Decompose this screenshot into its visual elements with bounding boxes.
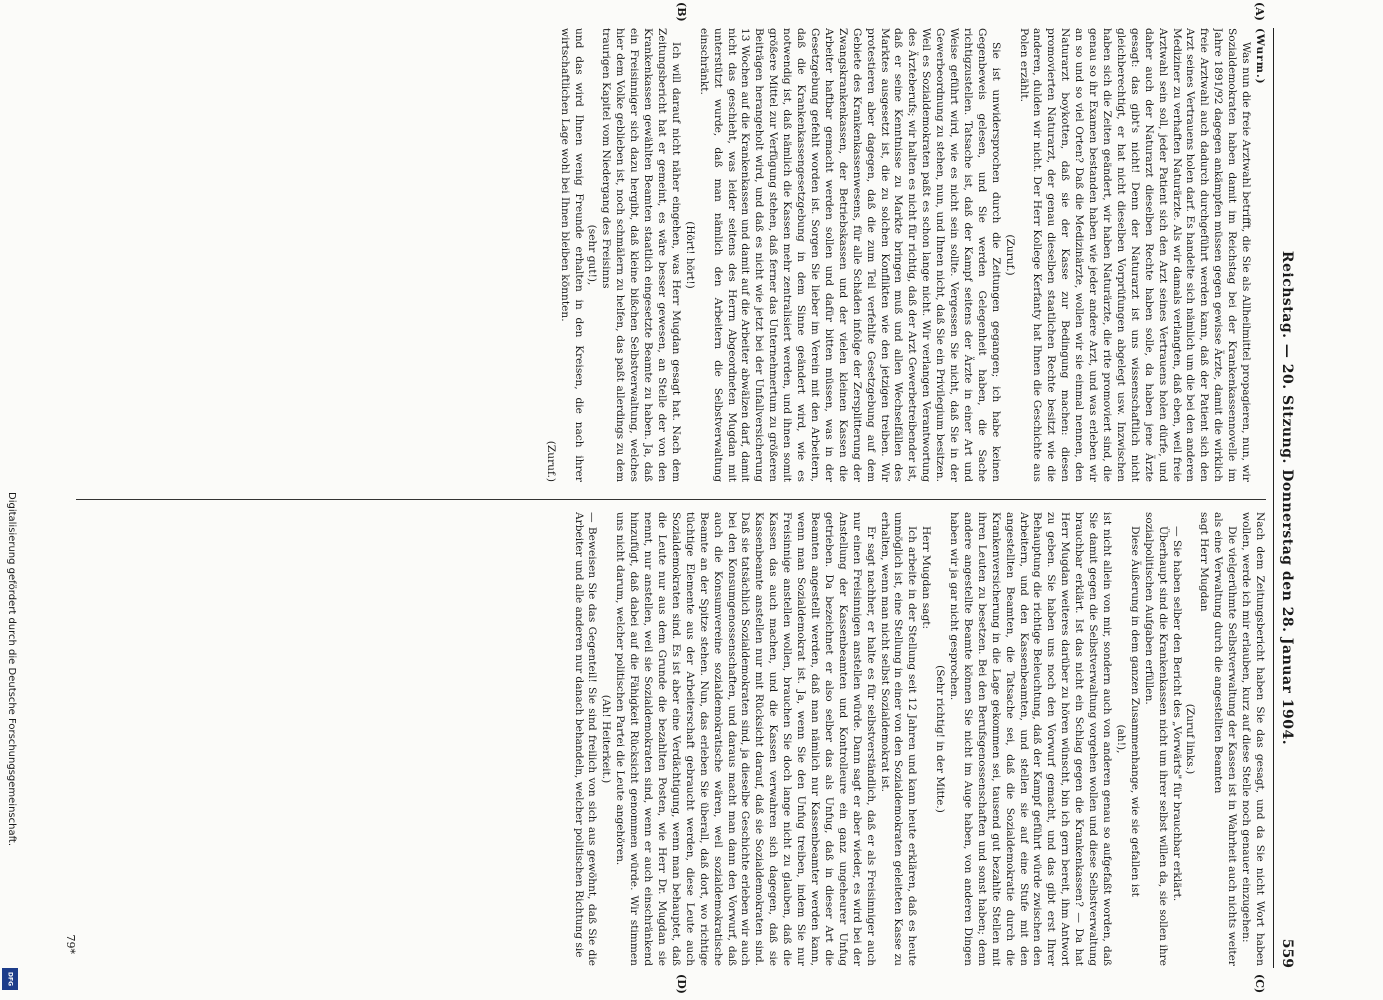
margin-marker-d: (D) bbox=[675, 974, 688, 994]
paragraph: ist nicht allein von mir, sondern auch von anderen genau so aufgefaßt worden, daß Sie damit gegen die Selbstverwaltung vorgehen wollen und diese Selbstverwaltung brauchbar erklärt. Ist das nicht ein Schlag gegen die Krankenkassen? — Da hat Herr Mugdan weiteres darüber zu hören wünscht, bin ich gern bereit, ihm Antwort zu geben. Sie haben uns noch den Vorwurf gemacht, und das gibt erst Ihrer Behauptung die richtige Beleuchtung, daß der Kampf geführt würde zwischen den Arbeitern, und den Kassenbeamten, und stellen sie auf eine Stufe mit den angestellten Beamten, die Tatsache sei, daß die Sozialdemokratie durch die Krankenversicherung in die Lage gekommen sei, tausend gut bezahlte Stellen mit ihren Leuten zu besetzen. Bei den Berufsgenossenschaften und sonst haben; denn andere angestellte Beamte können Sie nicht im Auge haben, von anderen Dingen haben wir ja gar nicht gesprochen. bbox=[948, 512, 1114, 966]
page-header bbox=[1273, 28, 1300, 968]
interjection: (Ah! Heiterkeit.) bbox=[600, 694, 613, 784]
interjection: (Zuruf.) bbox=[544, 440, 557, 482]
paragraph: Ich will darauf nicht näher eingehen, was Herr Mugdan gesagt hat. Nach dem Zeitungsbericht hat er gemeint, es wäre besser gewesen, an Stelle der von den Krankenkassen gewählten Beamten staatlich eingesetzte Beamte zu haben. Ja, daß ein Freisinniger sich dazu hergibt, daß kleine bißchen Selbstverwaltung, welches hier dem Volke geblieben ist, noch schmälern zu helfen, das paßt allerdings zu dem traurigen Kapitel vom Niedergang des Freisinns bbox=[600, 28, 682, 482]
sheet-number: 79* bbox=[64, 934, 77, 954]
interjection: (sehr gut!), bbox=[586, 224, 599, 286]
quotation: Ich arbeite in der Stellung seit 12 Jahren und kann heute erklären, daß es heute unmöglich ist, eine Stellung in einer von den Sozialdemokraten geleiteten Kasse zu erhalten, wenn man nicht selbst Sozialdemokrat ist. bbox=[878, 512, 919, 966]
interjection: (Hört! hört!) bbox=[683, 221, 696, 289]
paragraph: und das wird Ihnen wenig Freunde erhalten in den Kreisen, die nach ihrer wirtschaftlichen Lage wohl bei Ihnen bleiben könnten. bbox=[558, 28, 585, 482]
left-column bbox=[60, 28, 1266, 482]
paragraph: Er sagt nachher, er halte es für selbstverständlich, daß er als Freisinniger auch nur einen Freisinnigen anstellen würde. Dann sagt er aber wieder, es wird bei der Anstellung der Kassenbeamten und Kontrolleure ein ganz ungeheurer Unfug getrieben. Da bezeichnet er also selber das als Unfug, daß in dieser Art die Beamten angestellt werden, daß man nämlich nur Kassenbeamter werden kann, wenn man Sozialdemokrat ist. Ja, wenn Sie den Unfug treiben, indem Sie nur Freisinnige anstellen wollen, brauchen Sie doch lange nicht zu glauben, daß die Kassen das auch machen, und die Kassen verwahren sich dagegen, daß sie Kassenbeamte anstellen nur mit Rücksicht darauf, daß sie Sozialdemokraten sind. Daß sie tatsächlich Sozialdemokraten sind, ja dieselbe Geschichte erleben wir auch bei den Konsumgenossenschaften, und daraus macht man dann den Vorwurf, daß auch die Konsumvereine sozialdemokratische wären, weil sozialdemokratische Beamte an der Spitze stehen. Nun, das erleben Sie überall, daß dort, wo richtige tüchtige Elemente aus der Arbeiterschaft gebraucht werden, diese Leute auch Sozialdemokraten sind. Es ist aber eine Verdächtigung, wenn man behauptet, daß die Leute nur aus dem Grunde die bezahlten Posten, wie Herr Dr. Mugdan sie nennt, nur anstellen, weil sie Sozialdemokraten sind, wenn er auch einschränkend hinzufügt, daß dabei auf die Fähigkeit Rücksicht genommen würde. Wir stimmen uns nicht darum, welcher politischen Partei die Leute angehören. bbox=[614, 512, 877, 966]
quotation: Die vielgerühmte Selbstverwaltung der Kassen ist in Wahrheit auch nichts weiter als eine Verwaltung durch die angestellten Beamten bbox=[1212, 512, 1239, 966]
column-divider bbox=[76, 499, 1266, 500]
page-number: 559 bbox=[1279, 938, 1295, 968]
quotation-attribution: sagt Herr Mugdan bbox=[1198, 512, 1211, 612]
interjection: (ah!), bbox=[1114, 724, 1127, 754]
paragraph: Was nun die freie Arztwahl betrifft, die Sie als Allheilmittel propagieren, nun, wir Sozialdemokraten haben damit im Reichstag bei der Krankenkassennovelle im Jahre 1891/92 dagegen ankämpfen müssen gegen gewisse Ärzte, damit die wirklich freie Arztwahl auch dadurch durchgeführt werden kann, daß der Patient sich den Arzt seines Vertrauens holen darf. Es handelte sich nämlich um die bei den anderen Mediziner zu verhaften Naturärzte. Als wir damals verlangten, daß eben, weil freie Arztwahl sein soll, jeder Patient sich den Arzt seines Vertrauens holen dürfe, und daher auch der Naturarzt dieselben Rechte haben solle, da haben jene Ärzte gesagt: das gibt's nicht! Denn der Naturarzt ist uns wissenschaftlich nicht gleichberechtigt, er hat nicht dieselben Vorprüfungen abgelegt usw. Inzwischen haben sich die Zeiten geändert, wir haben Naturärzte, die rite promoviert sind, die genau so ihr Examen bestanden haben wie jeder andere Arzt, und was erleben wir an so und so viel Orten? Daß die Medizinärzte, wollen wir sie einmal nennen, den Naturarzt boykotten, daß sie der Kasse zur Bedingung machen: diesen promovierten Naturarzt, der genau dieselben staatlichen Rechte besitzt wie die anderen, dulden wir nicht. Der Herr Kollege Kerfanty hat Ihnen die Geschichte aus Polen erzählt. bbox=[1017, 28, 1253, 482]
paragraph: Diese Äußerung in dem ganzen Zusammenhange, wie sie gefallen ist bbox=[1128, 526, 1141, 897]
digitization-sidebar bbox=[0, 0, 22, 1000]
paragraph: — Sie haben selber den Bericht des „Vorwärts" für brauchbar erklärt. bbox=[1170, 526, 1183, 902]
margin-marker-a: (A) bbox=[1253, 2, 1266, 21]
digitization-credit: Digitalisierung gefördert durch die Deutsche Forschungsgemeinschaft. bbox=[6, 492, 17, 847]
interjection: (Zuruf links.) bbox=[1184, 703, 1197, 775]
right-column bbox=[60, 512, 1266, 966]
paragraph: Sie ist unwidersprochen durch die Zeitungen gegangen; ich habe keinen Gegenbeweis gelesen, und Sie werden Gelegenheit haben, die Sache richtigzustellen. Tatsache ist, daß der Kampf seitens der Ärzte in einer Art und Weise geführt wird, wie es nicht sein sollte. Vergessen Sie nicht, daß Sie in der Gewerbeordnung zu stehen, nun, und Ihnen nicht, daß Sie ein Privilegium besitzen. Weil es Sozialdemokraten paßt es schon lange nicht. Wir verlangen Verantwortung des Ärzteberufs; wir halten es nicht für richtig, daß der Arzt Gewerbetreibender ist, daß er seine Kenntnisse zu Markte bringen muß und allen Wechselfällen des Marktes ausgesetzt ist, die zu solchen Konflikten wie den jetzigen treiben. Wir protestieren aber dagegen, daß die zum Teil verfehlte Gesetzgebung auf dem Gebiete des Krankenkassenwesens, für alle Schäden infolge der Zersplitterung der Zwangskrankenkassen, der Betriebskassen und der vielen kleinen Kassen die Arbeiter haftbar gemacht werden sollen und dafür bitten müssen, was in der Gesetzgebung gefehlt worden ist. Sorgen Sie lieber im Verein mit den Arbeitern, daß die Krankenkassengesetzgebung in dem Sinne geändert wird, wie es notwendig ist, daß nämlich die Kassen mehr zentralisiert werden, und ihnen somit größere Mittel zur Verfügung stehen, daß ferner das Unternehmertum zu größeren Beiträgen herangeholt wird, und daß es nicht wie jetzt bei der Unfallversicherung 13 Wochen auf die Krankenkassen und damit auf die Arbeiter abwälzen darf, damit nicht das geschieht, was leider seitens des Herrn Abgeordneten Mugdan mit unterstützt wurde, daß man nämlich den Arbeitern die Selbstverwaltung einschränkt. bbox=[697, 28, 1002, 482]
paragraph: Herr Mugdan sagt: bbox=[920, 526, 933, 630]
margin-marker-c: (C) bbox=[1253, 974, 1266, 994]
rotated-page-content bbox=[60, 2, 1300, 994]
running-title: Reichstag. — 20. Sitzung. Donnerstag den 28. Januar 1904. bbox=[1279, 250, 1295, 746]
margin-marker-b: (B) bbox=[675, 2, 688, 22]
interjection: (Sehr richtig! in der Mitte.) bbox=[934, 665, 947, 813]
dfg-logo-icon: DFG bbox=[2, 968, 18, 990]
speaker-name: (Wurm.) bbox=[1254, 28, 1266, 85]
paragraph: Nach dem Zeitungsbericht haben Sie das gesagt, und da Sie nicht Wort haben wollen, werde ich mir erlauben, kurz auf diese Stelle noch genauer einzugehen: bbox=[1240, 512, 1266, 966]
paragraph: — Beweisen Sie das Gegenteil! Sie sind freilich von sich aus gewöhnt, daß Sie die Arbeiter und alle anderen nur danach behandeln, welcher politischen Richtung sie bbox=[572, 512, 599, 966]
interjection: (Zuruf.) bbox=[1003, 234, 1016, 276]
quotation: Überhaupt sind die Krankenkassen nicht um ihrer selbst willen da, sie sollen ihre sozialpolitischen Aufgaben erfüllen. bbox=[1142, 512, 1169, 966]
